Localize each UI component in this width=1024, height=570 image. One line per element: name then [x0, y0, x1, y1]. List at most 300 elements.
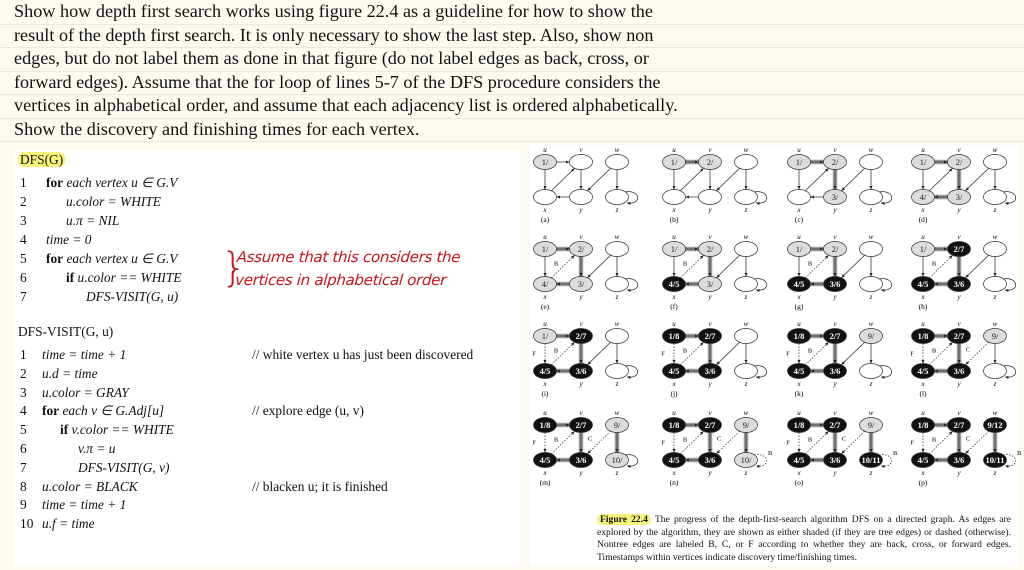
vertex-name: z [744, 380, 748, 388]
line-number: 10 [20, 516, 34, 532]
vertex-name: z [615, 380, 619, 388]
vertex-timestamp: 4/5 [793, 455, 805, 465]
vertex-name: v [579, 233, 583, 241]
edge-label: F [910, 439, 914, 447]
vertex-v [570, 155, 593, 170]
vertex-name: z [993, 380, 997, 388]
code-text: time = time + 1 [42, 347, 127, 362]
vertex-name: u [543, 409, 547, 417]
vertex-name: w [743, 320, 749, 328]
vertex-name: y [957, 380, 961, 388]
code-line [20, 213, 119, 229]
code-text: u.d = time [42, 365, 98, 381]
code-comment: // blacken u; it is finished [252, 478, 388, 494]
vertex-name: u [797, 409, 801, 417]
vertex-timestamp: 1/8 [668, 420, 680, 430]
vertex-timestamp: 3/6 [953, 279, 965, 289]
vertex-z [606, 190, 629, 205]
line-body [42, 213, 119, 228]
vertex-z [984, 190, 1007, 205]
edge-label: B [893, 450, 898, 457]
graph-panel [532, 320, 638, 398]
vertex-timestamp: 3/ [706, 279, 714, 289]
vertex-name: z [869, 380, 873, 388]
vertex-timestamp: 1/8 [539, 420, 551, 430]
edge-label: F [532, 439, 536, 447]
vertex-name: x [672, 293, 676, 301]
vertex-timestamp: 3/6 [575, 455, 587, 465]
code-line [20, 366, 98, 382]
vertex-name: u [921, 233, 925, 241]
line-body [42, 232, 91, 247]
vertex-name: u [921, 320, 925, 328]
figure-panel [530, 145, 1022, 565]
code-text: time = time + 1 [42, 497, 127, 513]
panel-label: (i) [541, 389, 549, 398]
vertex-y [699, 190, 722, 205]
line-body [42, 194, 161, 209]
vertex-timestamp: 3/6 [704, 455, 716, 465]
vertex-z [735, 277, 758, 292]
panel-label: (e) [540, 302, 550, 311]
line-body [42, 403, 164, 418]
vertex-name: w [743, 146, 749, 154]
keyword: for [46, 251, 64, 266]
vertex-name: v [957, 146, 961, 154]
vertex-name: u [797, 233, 801, 241]
vertex-w [860, 155, 883, 170]
vertex-timestamp: 1/ [919, 244, 927, 254]
vertex-timestamp: 2/7 [829, 331, 841, 341]
vertex-timestamp: 1/8 [917, 331, 929, 341]
code-text: u.π = NIL [66, 213, 120, 228]
vertex-z [860, 364, 883, 379]
vertex-name: w [992, 146, 998, 154]
graph-panel [661, 409, 773, 487]
edge-label: C [965, 435, 971, 443]
code-line [20, 422, 174, 438]
vertex-name: w [868, 320, 874, 328]
vertex-name: u [921, 409, 925, 417]
graph-panel [788, 146, 892, 224]
panel-label: (g) [794, 302, 804, 311]
edge-xv [551, 168, 574, 191]
vertex-name: w [614, 233, 620, 241]
vertex-name: y [708, 380, 712, 388]
question-text [14, 0, 774, 142]
vertex-name: z [744, 206, 748, 214]
vertex-name: v [833, 233, 837, 241]
vertex-timestamp: 1/8 [668, 331, 680, 341]
vertex-name: x [797, 469, 801, 477]
vertex-name: u [672, 146, 676, 154]
vertex-timestamp: 4/5 [539, 366, 551, 376]
vertex-z [984, 364, 1007, 379]
code-text: DFS-VISIT(G, u) [86, 289, 179, 304]
vertex-name: v [579, 320, 583, 328]
vertex-w [984, 155, 1007, 170]
vertex-name: z [615, 206, 619, 214]
vertex-name: u [921, 146, 925, 154]
annotation-brace: } [221, 245, 247, 291]
vertex-timestamp: 1/8 [793, 331, 805, 341]
vertex-name: v [708, 146, 712, 154]
vertex-timestamp: 2/7 [575, 420, 587, 430]
question-line: Show how depth first search works using figure 22.4 as a guideline for how to show the [14, 1, 653, 21]
edge-label: F [661, 350, 665, 358]
vertex-timestamp: 3/ [955, 192, 963, 202]
vertex-z [606, 277, 629, 292]
vertex-timestamp: 1/ [541, 244, 549, 254]
vertex-w [735, 155, 758, 170]
vertex-timestamp: 4/5 [793, 279, 805, 289]
code-line [20, 232, 91, 248]
code-text: v.π = u [78, 441, 116, 456]
vertex-name: y [957, 293, 961, 301]
vertex-timestamp: 4/5 [917, 366, 929, 376]
vertex-name: v [833, 409, 837, 417]
vertex-x [788, 190, 811, 205]
vertex-timestamp: 4/ [919, 192, 927, 202]
keyword: if [66, 270, 75, 285]
vertex-z [735, 190, 758, 205]
code-text: each v ∈ G.Adj[u] [59, 403, 165, 419]
vertex-name: w [743, 409, 749, 417]
vertex-name: u [672, 233, 676, 241]
panel-label: (m) [539, 478, 551, 487]
graph-panel [534, 146, 638, 224]
vertex-name: x [797, 293, 801, 301]
note-line: vertices in alphabetical order [234, 271, 447, 289]
vertex-name: u [672, 320, 676, 328]
edge-label: C [841, 435, 847, 443]
panel-label: (f) [670, 302, 678, 311]
graph-panel [912, 233, 1016, 311]
line-body [42, 422, 174, 437]
code-line [20, 175, 177, 191]
code-line [20, 497, 126, 513]
vertex-timestamp: 2/ [577, 244, 585, 254]
vertex-name: z [869, 206, 873, 214]
edge-wy [587, 255, 610, 278]
vertex-name: y [833, 380, 837, 388]
line-number: 8 [20, 478, 27, 494]
edge-label: B [682, 347, 688, 355]
line-number: 1 [20, 347, 27, 362]
edge-label: B [931, 436, 937, 444]
vertex-name: v [708, 233, 712, 241]
line-number: 6 [20, 270, 27, 285]
edge-label: C [716, 435, 722, 443]
vertex-name: v [957, 320, 961, 328]
vertex-timestamp: 3/6 [953, 455, 965, 465]
vertex-name: u [543, 146, 547, 154]
line-number: 5 [20, 422, 27, 438]
vertex-timestamp: 2/7 [704, 331, 716, 341]
graph-panel [786, 409, 898, 487]
line-body [42, 270, 182, 285]
line-number: 6 [20, 441, 27, 456]
code-comment: // explore edge (u, v) [252, 403, 364, 419]
question-line: result of the depth first search. It is only necessary to show the last step. Also, show non [14, 24, 654, 45]
code-line [20, 347, 126, 363]
vertex-timestamp: 2/7 [953, 244, 965, 254]
vertex-x [663, 190, 686, 205]
vertex-timestamp: 3/6 [829, 455, 841, 465]
code-text: u.color = GRAY [42, 384, 129, 400]
vertex-timestamp: 3/6 [829, 366, 841, 376]
graph-panel [788, 233, 892, 311]
vertex-name: z [744, 293, 748, 301]
code-text: each vertex u ∈ G.V [63, 175, 178, 190]
vertex-timestamp: 4/5 [917, 279, 929, 289]
line-body [42, 251, 177, 266]
panel-label: (a) [540, 215, 550, 224]
edge-label: B [682, 260, 688, 268]
edge-label: B [768, 450, 773, 457]
vertex-w [860, 242, 883, 257]
vertex-name: w [614, 320, 620, 328]
vertex-timestamp: 3/6 [704, 366, 716, 376]
panel-label: (c) [794, 215, 804, 224]
dfs-title [18, 152, 65, 168]
vertex-name: z [993, 206, 997, 214]
line-number: 2 [20, 194, 27, 209]
vertex-name: y [833, 469, 837, 477]
dfs-visit-title: DFS-VISIT(G, u) [18, 324, 114, 339]
vertex-name: x [543, 293, 547, 301]
line-number: 7 [20, 459, 27, 475]
question-line: vertices in alphabetical order, and assume that each adjacency list is ordered alphabetically. [14, 95, 678, 116]
vertex-z [860, 190, 883, 205]
vertex-name: x [672, 380, 676, 388]
vertex-name: w [614, 409, 620, 417]
keyword: if [60, 422, 69, 438]
code-text: time = 0 [46, 232, 92, 247]
vertex-name: w [868, 409, 874, 417]
vertex-timestamp: 4/5 [668, 455, 680, 465]
vertex-name: y [579, 206, 583, 214]
panel-label: (k) [794, 389, 804, 398]
code-text: u.f = time [42, 516, 95, 532]
code-text: v.color == WHITE [68, 422, 174, 438]
code-line [20, 251, 177, 267]
question-line: Show the discovery and finishing times for each vertex. [14, 118, 420, 139]
vertex-timestamp: 2/7 [953, 420, 965, 430]
edge-label: B [1017, 450, 1022, 457]
vertex-z [860, 277, 883, 292]
code-text: u.color = WHITE [66, 194, 161, 209]
code-line [20, 385, 129, 401]
vertex-timestamp: 3/ [577, 279, 585, 289]
vertex-name: x [543, 380, 547, 388]
vertex-name: y [708, 206, 712, 214]
vertex-timestamp: 4/5 [793, 366, 805, 376]
vertex-name: x [921, 293, 925, 301]
vertex-timestamp: 10/ [740, 455, 752, 465]
graph-panel [912, 146, 1016, 224]
line-body [42, 516, 95, 531]
vertex-z [735, 364, 758, 379]
line-body [42, 175, 177, 190]
vertex-timestamp: 3/6 [953, 366, 965, 376]
vertex-timestamp: 3/6 [829, 279, 841, 289]
vertex-name: z [615, 293, 619, 301]
vertex-name: y [957, 469, 961, 477]
caption-text: The progress of the depth-first-search algorithm DFS on a directed graph. As edges are explored by the algorithm, they are shown as either shaded (if they are tree edges) or dashed (otherwise). Nontree edges are labeled B, C, or F according to whether they are back, cross, or forward edges. Timestamps within vertices indicate discovery time/finishing times. [597, 514, 1011, 563]
vertex-timestamp: 9/ [742, 420, 750, 430]
code-line [20, 460, 169, 476]
panel-label: (b) [669, 215, 679, 224]
vertex-timestamp: 2/ [831, 157, 839, 167]
panel-label: (o) [794, 478, 804, 487]
edge-label: B [931, 260, 937, 268]
edge-label: C [965, 346, 971, 354]
graph-panel [532, 409, 638, 487]
vertex-timestamp: 4/5 [668, 279, 680, 289]
code-text: each vertex u ∈ G.V [63, 251, 178, 266]
vertex-timestamp: 10/11 [861, 455, 881, 465]
vertex-timestamp: 3/ [831, 192, 839, 202]
vertex-name: v [957, 409, 961, 417]
vertex-name: x [543, 469, 547, 477]
vertex-name: z [993, 293, 997, 301]
dfs-title-text: DFS(G) [20, 152, 64, 167]
vertex-timestamp: 1/ [541, 157, 549, 167]
vertex-timestamp: 4/5 [668, 366, 680, 376]
code-line [20, 194, 161, 210]
panel-label: (l) [919, 389, 927, 398]
graph-panel [534, 233, 638, 311]
vertex-name: v [708, 409, 712, 417]
handwritten-note [234, 246, 461, 292]
vertex-name: x [672, 469, 676, 477]
vertex-name: u [672, 409, 676, 417]
vertex-name: v [708, 320, 712, 328]
edge-wy [587, 168, 610, 191]
vertex-name: y [833, 293, 837, 301]
vertex-timestamp: 2/ [706, 157, 714, 167]
keyword: for [42, 403, 60, 419]
edge-wy [841, 255, 864, 278]
code-line [20, 441, 115, 457]
panel-label: (d) [918, 215, 928, 224]
vertex-name: v [957, 233, 961, 241]
vertex-name: u [797, 146, 801, 154]
line-body [42, 460, 169, 475]
line-number: 4 [20, 403, 27, 419]
vertex-w [606, 242, 629, 257]
vertex-name: w [614, 146, 620, 154]
vertex-name: w [868, 146, 874, 154]
graph-panel [910, 320, 1016, 398]
vertex-timestamp: 4/5 [917, 455, 929, 465]
vertex-name: w [868, 233, 874, 241]
vertex-timestamp: 2/ [706, 244, 714, 254]
edge-wy [716, 168, 739, 191]
vertex-timestamp: 4/ [541, 279, 549, 289]
edge-xv [929, 168, 952, 191]
vertex-name: w [992, 233, 998, 241]
vertex-name: x [921, 380, 925, 388]
vertex-name: z [615, 469, 619, 477]
question-line: forward edges). Assume that the for loop of lines 5-7 of the DFS procedure considers the [14, 71, 661, 92]
vertex-name: u [543, 320, 547, 328]
code-text: u.color = BLACK [42, 478, 138, 494]
vertex-name: w [992, 409, 998, 417]
line-body [42, 366, 98, 381]
line-number: 3 [20, 384, 27, 400]
edge-label: B [553, 347, 559, 355]
line-number: 1 [20, 175, 27, 190]
edge-wy [716, 255, 739, 278]
panel-label: (p) [918, 478, 928, 487]
line-body [42, 441, 115, 456]
line-body [42, 497, 126, 512]
edge-wy [716, 342, 739, 365]
vertex-w [735, 329, 758, 344]
graph-panel [663, 233, 767, 311]
code-line [20, 289, 178, 305]
vertex-timestamp: 9/ [991, 331, 999, 341]
vertex-timestamp: 3/6 [575, 366, 587, 376]
line-number: 7 [20, 289, 27, 304]
vertex-name: y [957, 206, 961, 214]
vertex-z [606, 364, 629, 379]
vertex-timestamp: 1/8 [793, 420, 805, 430]
vertex-name: v [833, 320, 837, 328]
line-body [42, 385, 129, 400]
vertex-y [570, 190, 593, 205]
vertex-name: x [921, 469, 925, 477]
line-number: 9 [20, 497, 27, 513]
edge-wy [841, 168, 864, 191]
dfs-figure [530, 145, 1022, 515]
figure-label: Figure 22.4 [597, 514, 651, 525]
edge-wy [965, 255, 988, 278]
edge-label: F [910, 350, 914, 358]
vertex-timestamp: 9/ [613, 420, 621, 430]
vertex-timestamp: 1/ [541, 331, 549, 341]
vertex-name: w [743, 233, 749, 241]
edge-label: B [931, 347, 937, 355]
edge-label: F [786, 350, 790, 358]
line-number: 5 [20, 251, 27, 266]
vertex-name: x [543, 206, 547, 214]
vertex-name: v [579, 409, 583, 417]
vertex-name: z [993, 469, 997, 477]
edge-label: B [553, 260, 559, 268]
vertex-name: z [869, 293, 873, 301]
edge-label: B [682, 436, 688, 444]
edge-wy [587, 342, 610, 365]
vertex-x [534, 190, 557, 205]
vertex-name: y [579, 293, 583, 301]
edge-wy [965, 168, 988, 191]
pseudocode-panel [14, 150, 520, 565]
code-line [20, 403, 164, 419]
vertex-timestamp: 4/5 [539, 455, 551, 465]
vertex-name: u [543, 233, 547, 241]
graph-panel [910, 409, 1022, 487]
graph-panel [786, 320, 892, 398]
vertex-name: x [797, 380, 801, 388]
panel-label: (j) [670, 389, 678, 398]
vertex-name: z [744, 469, 748, 477]
vertex-timestamp: 1/ [670, 157, 678, 167]
vertex-timestamp: 2/7 [953, 331, 965, 341]
graph-panel [663, 146, 767, 224]
